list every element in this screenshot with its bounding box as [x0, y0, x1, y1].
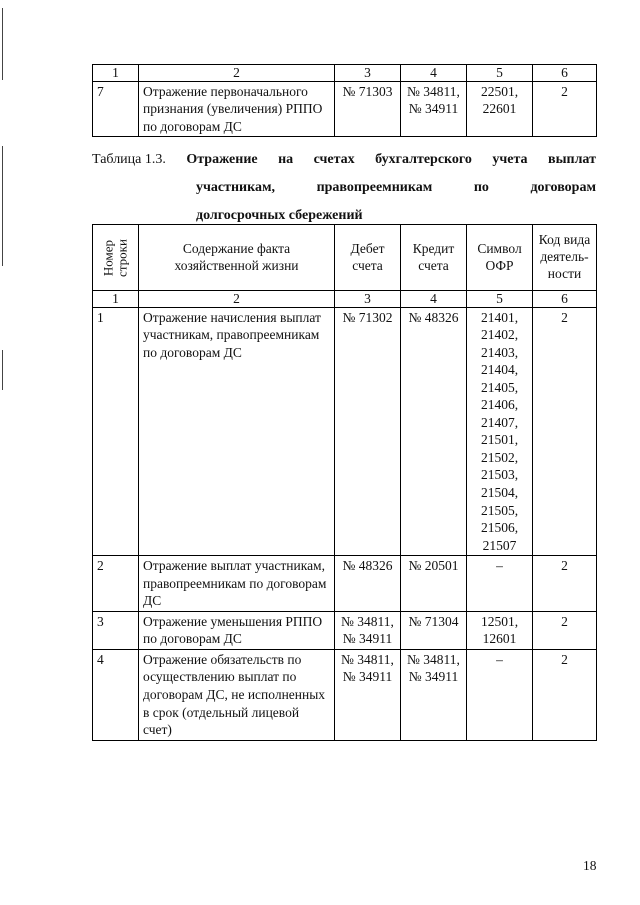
row-number: 7: [93, 81, 139, 137]
ofp-line: 21507: [482, 537, 517, 553]
row-number: 2: [93, 556, 139, 612]
caption-word: бухгалтерского: [375, 152, 472, 167]
row-content: Отражение первоначального признания (увеличения) РППО по договорам ДС: [139, 81, 335, 137]
col-number: 4: [401, 65, 467, 82]
col-number: 5: [467, 291, 533, 308]
account-line: № 34811,: [341, 613, 394, 629]
activity-code: 2: [533, 556, 597, 612]
col-number: 3: [335, 291, 401, 308]
table-continuation: [92, 64, 597, 137]
ofp-symbol: [467, 81, 533, 137]
caption-word: договорам: [530, 180, 596, 195]
ofp-line: 21401,: [480, 309, 519, 325]
row-number: 1: [93, 307, 139, 556]
col-number: 2: [139, 65, 335, 82]
table-row: [93, 307, 597, 556]
table-caption: [92, 146, 596, 230]
debit-account: [335, 611, 401, 649]
ofp-line: 21505,: [480, 502, 519, 518]
col-number: 1: [93, 291, 139, 308]
row-content: Отражение выплат участникам, правопреемникам по договорам ДС: [139, 556, 335, 612]
ofp-line: 21405,: [480, 379, 519, 395]
ofp-line: 22601: [482, 101, 517, 117]
col-number: 6: [533, 65, 597, 82]
debit-account: № 71303: [335, 81, 401, 137]
ofp-line: 21404,: [480, 362, 519, 378]
ofp-line: 22501,: [480, 83, 519, 99]
ofp-line: 21506,: [480, 520, 519, 536]
scan-mark: [2, 8, 3, 80]
activity-code: 2: [533, 81, 597, 137]
credit-account: № 20501: [401, 556, 467, 612]
activity-code: 2: [533, 307, 597, 556]
activity-code: 2: [533, 649, 597, 740]
caption-word: счетах: [313, 152, 355, 167]
credit-account: № 48326: [401, 307, 467, 556]
row-content: Отражение начисления выплат участникам, правопреемникам по договорам ДС: [139, 307, 335, 556]
caption-word: по: [473, 180, 489, 195]
account-line: № 34811,: [407, 651, 460, 667]
table-row: [93, 556, 597, 612]
credit-account: [401, 649, 467, 740]
ofp-symbol: –: [467, 649, 533, 740]
col-number: 1: [93, 65, 139, 82]
table-row: [93, 81, 597, 137]
col-number: 2: [139, 291, 335, 308]
row-content: Отражение обязательств по осуществлению выплат по договорам ДС, не исполненных в срок (отдельный лицевой счет): [139, 649, 335, 740]
row-number: 3: [93, 611, 139, 649]
page-number: 18: [583, 858, 597, 873]
activity-code: 2: [533, 611, 597, 649]
header-ofp: Символ ОФР: [467, 225, 533, 291]
header-row-number-text: Номер строки: [100, 238, 130, 277]
ofp-line: 21504,: [480, 484, 519, 500]
caption-word: Отражение: [186, 152, 258, 167]
debit-account: [335, 649, 401, 740]
ofp-line: 21403,: [480, 344, 519, 360]
account-line: № 34911: [408, 669, 459, 685]
col-number: 3: [335, 65, 401, 82]
column-number-row: [93, 291, 597, 308]
ofp-line: 21402,: [480, 327, 519, 343]
table-row: [93, 649, 597, 740]
credit-account: [401, 81, 467, 137]
table-row: [93, 611, 597, 649]
caption-word: на: [278, 152, 294, 167]
header-row: [93, 225, 597, 291]
ofp-line: 21503,: [480, 467, 519, 483]
caption-title-line3: долгосрочных сбережений: [196, 208, 363, 223]
scan-mark: [2, 146, 3, 266]
caption-word: правопреемникам: [316, 180, 433, 195]
header-debit: Дебет счета: [335, 225, 401, 291]
ofp-line: 21407,: [480, 414, 519, 430]
ofp-line: 12601: [482, 631, 517, 647]
row-content: Отражение уменьшения РППО по договорам ДС: [139, 611, 335, 649]
account-line: № 34811,: [341, 651, 394, 667]
ofp-line: 21501,: [480, 432, 519, 448]
ofp-line: 12501,: [480, 613, 519, 629]
row-number: 4: [93, 649, 139, 740]
caption-word: выплат: [548, 152, 596, 167]
col-number: 4: [401, 291, 467, 308]
caption-word: учета: [492, 152, 528, 167]
caption-line: [92, 174, 596, 202]
account-line: № 34911: [342, 631, 393, 647]
header-activity: Код вида деятель-ности: [533, 225, 597, 291]
account-line: № 34911: [408, 101, 459, 117]
credit-account: № 71304: [401, 611, 467, 649]
header-row-number: [93, 225, 139, 291]
caption-word: участникам,: [196, 180, 276, 195]
col-number: 5: [467, 65, 533, 82]
ofp-line: 21406,: [480, 397, 519, 413]
col-number: 6: [533, 291, 597, 308]
debit-account: № 71302: [335, 307, 401, 556]
caption-line: [92, 146, 596, 174]
column-number-row: [93, 65, 597, 82]
ofp-line: 21502,: [480, 449, 519, 465]
header-content: Содержание факта хозяйственной жизни: [139, 225, 335, 291]
caption-label: Таблица 1.3.: [92, 152, 166, 167]
debit-account: № 48326: [335, 556, 401, 612]
ofp-symbol: –: [467, 556, 533, 612]
account-line: № 34811,: [407, 83, 460, 99]
ofp-symbol: [467, 611, 533, 649]
header-credit: Кредит счета: [401, 225, 467, 291]
account-line: № 34911: [342, 669, 393, 685]
scan-mark: [2, 350, 3, 390]
table-1-3: [92, 224, 597, 741]
ofp-symbol: [467, 307, 533, 556]
